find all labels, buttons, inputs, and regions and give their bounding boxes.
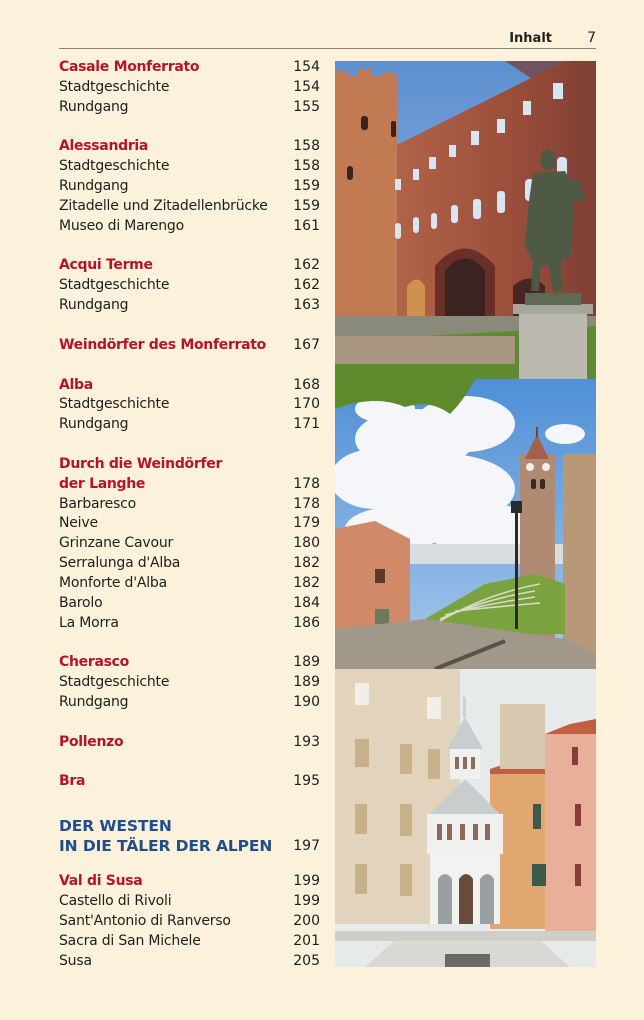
- toc-page-number: 182: [293, 555, 320, 572]
- toc-page-number: 154: [293, 78, 320, 95]
- toc-page-number: 184: [293, 594, 320, 611]
- toc-entry-label: Barolo: [59, 594, 103, 611]
- toc-entry[interactable]: [59, 217, 320, 237]
- toc-entry-label: Barbaresco: [59, 495, 137, 512]
- toc-region-heading-west-line1[interactable]: [59, 816, 320, 836]
- toc-entry-label: Rundgang: [59, 297, 129, 314]
- photo-roman-gate: [335, 61, 596, 379]
- region-heading-label: IN DIE TÄLER DER ALPEN: [59, 837, 273, 856]
- toc-entry[interactable]: [59, 415, 320, 435]
- toc-heading-label: Alba: [59, 376, 93, 393]
- toc-page-number: 182: [293, 574, 320, 591]
- toc-page-number: 171: [293, 416, 320, 433]
- toc-entry[interactable]: [59, 495, 320, 515]
- toc-entry[interactable]: [59, 594, 320, 614]
- toc-heading-casale-monferrato[interactable]: [59, 58, 320, 78]
- photo-fountain-pavilion: [335, 669, 596, 967]
- toc-page-number: 189: [293, 654, 320, 671]
- toc-page-number: 154: [293, 59, 320, 75]
- toc-heading-val-di-susa[interactable]: [59, 872, 320, 892]
- toc-heading-label: der Langhe: [59, 475, 146, 492]
- toc-heading-label: Casale Monferrato: [59, 59, 200, 75]
- toc-page-number: 190: [293, 694, 320, 710]
- toc-entry[interactable]: [59, 395, 320, 415]
- spacer: [59, 356, 320, 376]
- toc-page-number: 178: [293, 495, 320, 512]
- toc-entry-label: Stadtgeschichte: [59, 674, 170, 691]
- toc-entry-label: Stadtgeschichte: [59, 78, 170, 95]
- toc-page-number: 200: [293, 912, 320, 929]
- toc-heading-label: Alessandria: [59, 138, 149, 155]
- toc-page-number: 163: [293, 297, 320, 314]
- toc-page-number: 170: [293, 396, 320, 413]
- toc-entry-label: Rundgang: [59, 416, 129, 433]
- toc-heading-alba[interactable]: [59, 376, 320, 396]
- toc-entry[interactable]: [59, 892, 320, 912]
- toc-region-heading-west-line2[interactable]: [59, 836, 320, 856]
- toc-heading-label: Acqui Terme: [59, 257, 153, 274]
- toc-entry[interactable]: [59, 78, 320, 98]
- spacer: [59, 237, 320, 257]
- toc-heading-label: Durch die Weindörfer: [59, 455, 223, 472]
- spacer: [59, 713, 320, 733]
- toc-page-number: 155: [293, 98, 320, 115]
- toc-entry-label: Grinzane Cavour: [59, 535, 174, 552]
- toc-heading-label: Pollenzo: [59, 733, 124, 750]
- toc-page-number: 201: [293, 932, 320, 949]
- toc-heading-label: Weindörfer des Monferrato: [59, 336, 267, 353]
- toc-entry-label: Rundgang: [59, 178, 129, 195]
- toc-entry[interactable]: [59, 157, 320, 177]
- fountain-pavilion-image: [335, 669, 596, 967]
- toc-entry-label: Susa: [59, 952, 92, 969]
- toc-heading-bra[interactable]: [59, 772, 320, 792]
- toc-page-number: 199: [293, 893, 320, 910]
- toc-page-number: 168: [293, 376, 320, 393]
- toc-page-number: 180: [293, 535, 320, 552]
- toc-entry[interactable]: [59, 932, 320, 952]
- spacer: [59, 856, 320, 872]
- toc-page-number: 199: [293, 873, 320, 890]
- toc-page-number: 195: [293, 773, 320, 790]
- toc-heading-langhe-line2[interactable]: [59, 475, 320, 495]
- toc-entry-label: Museo di Marengo: [59, 217, 184, 234]
- toc-heading-acqui-terme[interactable]: [59, 256, 320, 276]
- toc-heading-label: Bra: [59, 773, 86, 790]
- toc-heading-cherasco[interactable]: [59, 653, 320, 673]
- toc-entry[interactable]: [59, 98, 320, 118]
- toc-entry-label: Sant'Antonio di Ranverso: [59, 912, 231, 929]
- bell-tower-square-image: [335, 379, 596, 669]
- toc-entry[interactable]: [59, 534, 320, 554]
- roman-gate-image: [335, 61, 596, 379]
- spacer: [59, 633, 320, 653]
- toc-heading-weindoerfer-monferrato[interactable]: [59, 336, 320, 356]
- table-of-contents: [59, 58, 320, 971]
- toc-entry[interactable]: [59, 912, 320, 932]
- toc-entry[interactable]: [59, 614, 320, 634]
- toc-entry-label: Rundgang: [59, 694, 129, 710]
- toc-entry-label: Serralunga d'Alba: [59, 555, 181, 572]
- toc-entry[interactable]: [59, 276, 320, 296]
- toc-page-number: 162: [293, 277, 320, 294]
- toc-entry-label: Stadtgeschichte: [59, 396, 170, 413]
- toc-page-number: 158: [293, 158, 320, 175]
- toc-entry-label: Sacra di San Michele: [59, 932, 201, 949]
- toc-page-number: 167: [293, 336, 320, 353]
- toc-page-number: 178: [293, 475, 320, 492]
- toc-entry[interactable]: [59, 177, 320, 197]
- toc-entry[interactable]: [59, 693, 320, 713]
- toc-entry-label: Rundgang: [59, 98, 129, 115]
- toc-page-number: 205: [293, 952, 320, 969]
- toc-entry-label: Stadtgeschichte: [59, 158, 170, 175]
- page-number: 7: [587, 30, 596, 46]
- toc-entry[interactable]: [59, 574, 320, 594]
- toc-page-number: 159: [293, 178, 320, 195]
- toc-page-number: 159: [293, 197, 320, 214]
- section-title: Inhalt: [509, 31, 552, 46]
- toc-entry-label: Neive: [59, 515, 98, 532]
- photo-bell-tower-square: [335, 379, 596, 669]
- spacer: [59, 316, 320, 336]
- toc-entry-label: Castello di Rivoli: [59, 893, 172, 910]
- toc-heading-alessandria[interactable]: [59, 137, 320, 157]
- running-head: [59, 30, 596, 49]
- toc-page-number: 189: [293, 674, 320, 691]
- spacer: [59, 118, 320, 138]
- toc-page-number: 186: [293, 614, 320, 631]
- toc-entry-label: La Morra: [59, 614, 119, 631]
- toc-page-number: 158: [293, 138, 320, 155]
- toc-page-number: 197: [293, 838, 320, 855]
- toc-entry-label: Stadtgeschichte: [59, 277, 170, 294]
- toc-heading-label: Cherasco: [59, 654, 129, 671]
- toc-entry-label: Monforte d'Alba: [59, 574, 167, 591]
- toc-entry-label: Zitadelle und Zitadellenbrücke: [59, 197, 268, 214]
- toc-page-number: 179: [293, 515, 320, 532]
- spacer: [59, 435, 320, 455]
- toc-page-number: 193: [293, 733, 320, 750]
- toc-heading-label: Val di Susa: [59, 873, 143, 890]
- toc-heading-langhe-line1[interactable]: [59, 455, 320, 475]
- toc-entry[interactable]: [59, 197, 320, 217]
- toc-entry[interactable]: [59, 554, 320, 574]
- toc-entry[interactable]: [59, 296, 320, 316]
- toc-entry[interactable]: [59, 952, 320, 972]
- photo-column: [335, 61, 596, 967]
- spacer: [59, 753, 320, 773]
- region-heading-label: DER WESTEN: [59, 817, 172, 836]
- spacer: [59, 792, 320, 816]
- toc-entry[interactable]: [59, 673, 320, 693]
- toc-page-number: 161: [293, 217, 320, 234]
- toc-page-number: 162: [293, 257, 320, 274]
- toc-entry[interactable]: [59, 514, 320, 534]
- toc-heading-pollenzo[interactable]: [59, 733, 320, 753]
